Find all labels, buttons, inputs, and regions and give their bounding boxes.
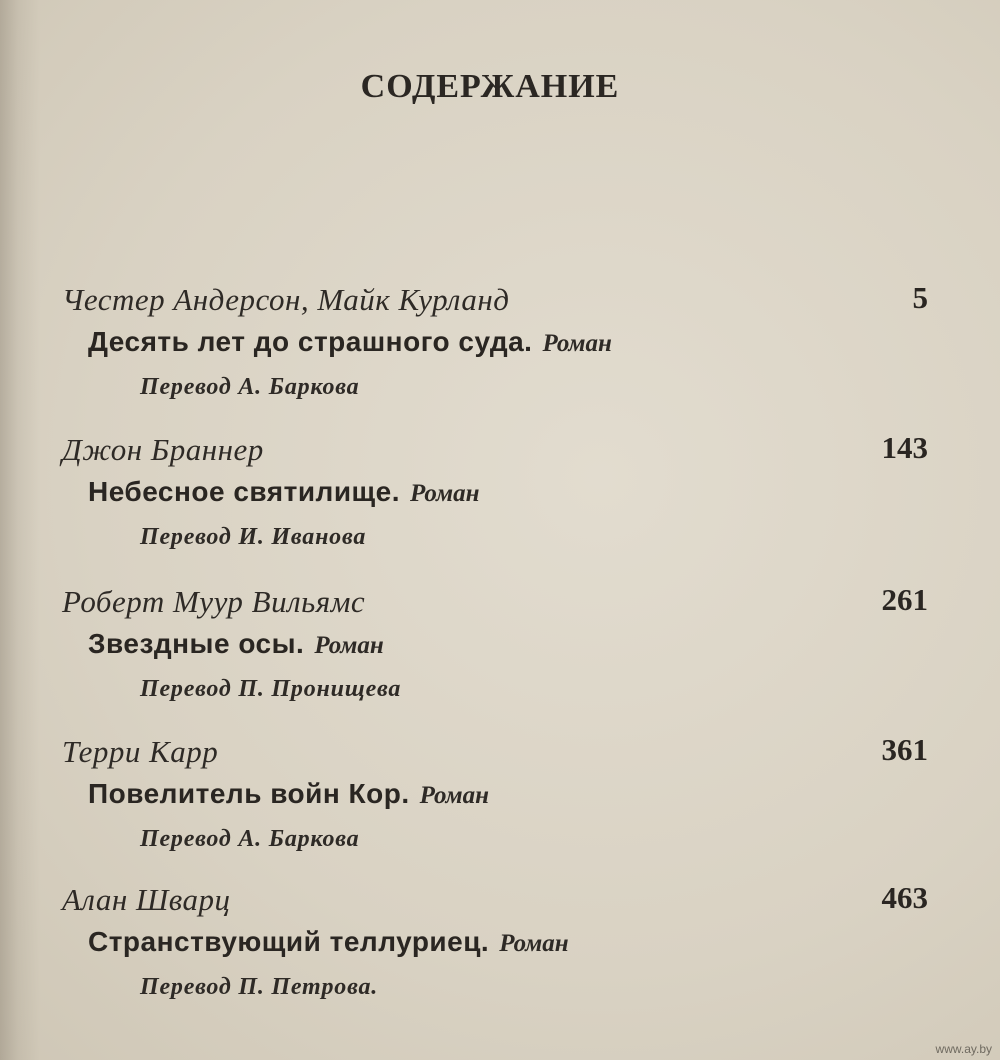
- toc-entry: [0, 734, 1000, 854]
- entry-translator: Перевод П. Пронищева: [140, 676, 402, 702]
- entry-genre: Роман: [314, 632, 384, 659]
- entry-translator: Перевод И. Иванова: [140, 524, 367, 550]
- entry-title: Десять лет до страшного суда.: [88, 326, 533, 357]
- toc-entry: [0, 282, 1000, 402]
- page-title: СОДЕРЖАНИЕ: [360, 68, 620, 105]
- entry-author: Терри Карр: [62, 734, 219, 769]
- entry-title: Повелитель войн Кор.: [88, 778, 410, 809]
- entry-genre: Роман: [410, 480, 480, 507]
- entry-author: Алан Шварц: [62, 882, 231, 917]
- entry-title-line: [88, 476, 479, 508]
- entry-page-number: 361: [881, 732, 928, 767]
- entry-translator: Перевод А. Баркова: [140, 826, 360, 852]
- entry-title: Звездные осы.: [88, 628, 305, 659]
- entry-genre: Роман: [419, 782, 490, 809]
- entry-translator: Перевод П. Петрова.: [140, 974, 379, 1000]
- entry-author: Честер Андерсон, Майк Курланд: [62, 282, 510, 317]
- toc-entry: [0, 432, 1000, 552]
- entry-title-line: [88, 926, 569, 958]
- toc-entry: [0, 882, 1000, 1002]
- entry-page-number: 143: [881, 430, 928, 465]
- entry-author: Роберт Муур Вильямс: [62, 584, 366, 619]
- toc-entry: [0, 584, 1000, 704]
- entry-title-line: [88, 628, 384, 660]
- entry-title: Небесное святилище.: [88, 476, 401, 507]
- entry-translator: Перевод А. Баркова: [140, 374, 360, 400]
- entry-title: Странствующий теллуриец.: [88, 926, 490, 957]
- entry-genre: Роман: [542, 330, 612, 357]
- watermark-text: www.ay.by: [935, 1042, 992, 1056]
- entry-title-line: [88, 778, 489, 810]
- entry-author: Джон Браннер: [62, 432, 264, 467]
- entry-title-line: [88, 326, 612, 358]
- entry-page-number: 463: [881, 880, 928, 915]
- entry-genre: Роман: [499, 930, 569, 957]
- entry-page-number: 261: [881, 582, 928, 617]
- entry-page-number: 5: [912, 280, 928, 315]
